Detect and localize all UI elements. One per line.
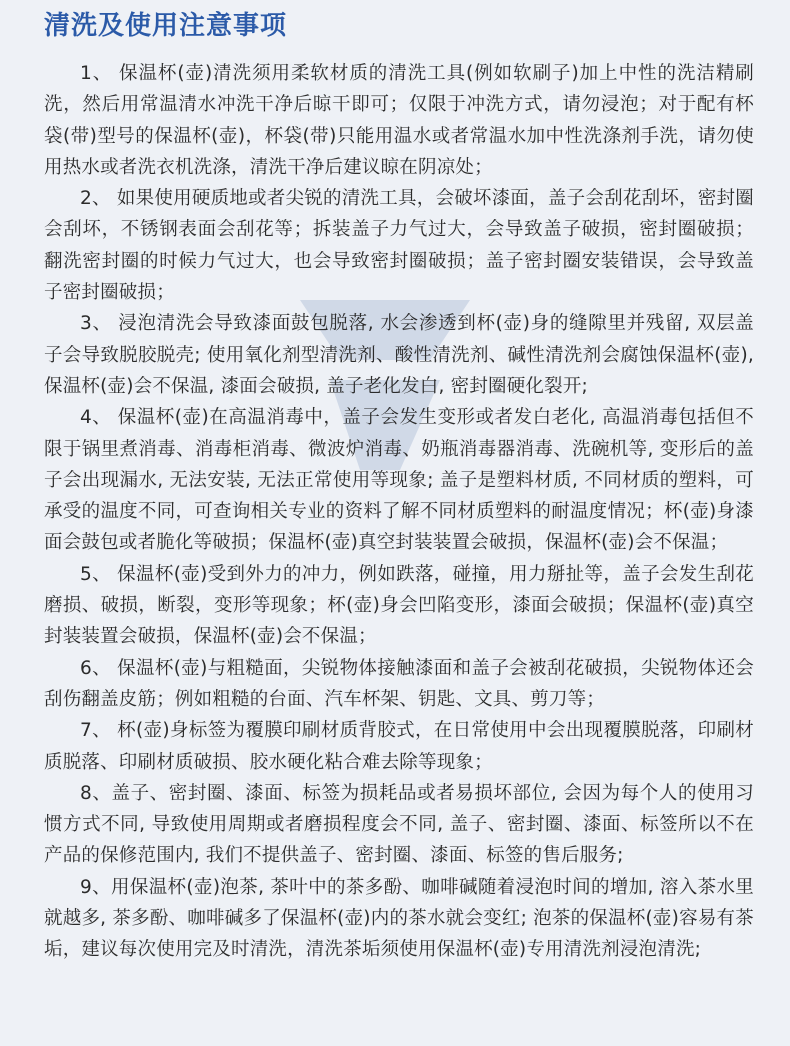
note-item-3: 3、 浸泡清洗会导致漆面鼓包脱落, 水会渗透到杯(壶)身的缝隙里并残留, 双层盖子会导致脱胶脱壳; 使用氧化剂型清洗剂、酸性清洗剂、碱性清洗剂会腐蚀保温杯(壶), 保温杯(壶)会不保温, 漆面会破损, 盖子老化发白, 密封圈硬化裂开; <box>44 313 754 397</box>
note-item-6: 6、 保温杯(壶)与粗糙面，尖锐物体接触漆面和盖子会被刮花破损，尖锐物体还会刮伤翻盖皮筋；例如粗糙的台面、汽车杯架、钥匙、文具、剪刀等； <box>44 657 754 710</box>
note-item-5: 5、 保温杯(壶)受到外力的冲力，例如跌落，碰撞，用力掰扯等，盖子会发生刮花磨损、破损，断裂，变形等现象；杯(壶)身会凹陷变形，漆面会破损；保温杯(壶)真空封装装置会破损，保温杯(壶)会不保温； <box>44 563 754 648</box>
note-item-2: 2、 如果使用硬质地或者尖锐的清洗工具，会破坏漆面，盖子会刮花刮坏，密封圈会刮坏，不锈钢表面会刮花等；拆装盖子力气过大，会导致盖子破损，密封圈破损；翻洗密封圈的时候力气过大，也会导致密封圈破损；盖子密封圈安装错误，会导致盖子密封圈破损； <box>44 188 754 304</box>
note-item-1: 1、 保温杯(壶)清洗须用柔软材质的清洗工具(例如软刷子)加上中性的洗洁精刷洗，然后用常温清水冲洗干净后晾干即可；仅限于冲洗方式，请勿浸泡；对于配有杯袋(带)型号的保温杯(壶)，杯袋(带)只能用温水或者常温水加中性洗涤剂手洗，请勿使用热水或者洗衣机洗涤，清洗干净后建议晾在阴凉处； <box>44 63 754 178</box>
notes-list <box>44 58 754 966</box>
note-item-4: 4、 保温杯(壶)在高温消毒中，盖子会发生变形或者发白老化, 高温消毒包括但不限于锅里煮消毒、消毒柜消毒、微波炉消毒、奶瓶消毒器消毒、洗碗机等, 变形后的盖子会出现漏水, 无法安装, 无法正常使用等现象; 盖子是塑料材质, 不同材质的塑料，可承受的温度不同，可查询相关专业的资料了解不同材质塑料的耐温度情况；杯(壶)身漆面会鼓包或者脆化等破损；保温杯(壶)真空封装装置会破损，保温杯(壶)会不保温； <box>44 407 754 554</box>
page-title: 清洗及使用注意事项 <box>44 11 288 41</box>
note-item-8: 8、盖子、密封圈、漆面、标签为损耗品或者易损坏部位, 会因为每个人的使用习惯方式不同, 导致使用周期或者磨损程度会不同, 盖子、密封圈、漆面、标签所以不在产品的保修范围内, 我们不提供盖子、密封圈、漆面、标签的售后服务; <box>44 782 754 867</box>
note-item-7: 7、 杯(壶)身标签为覆膜印刷材质背胶式，在日常使用中会出现覆膜脱落，印刷材质脱落、印刷材质破损、胶水硬化粘合难去除等现象； <box>44 720 754 773</box>
note-item-9: 9、用保温杯(壶)泡茶, 茶叶中的茶多酚、咖啡碱随着浸泡时间的增加, 溶入茶水里就越多, 茶多酚、咖啡碱多了保温杯(壶)内的茶水就会变红; 泡茶的保温杯(壶)容易有茶垢，建议每次使用完及时清洗，清洗茶垢须使用保温杯(壶)专用清洗剂浸泡清洗; <box>44 876 754 961</box>
